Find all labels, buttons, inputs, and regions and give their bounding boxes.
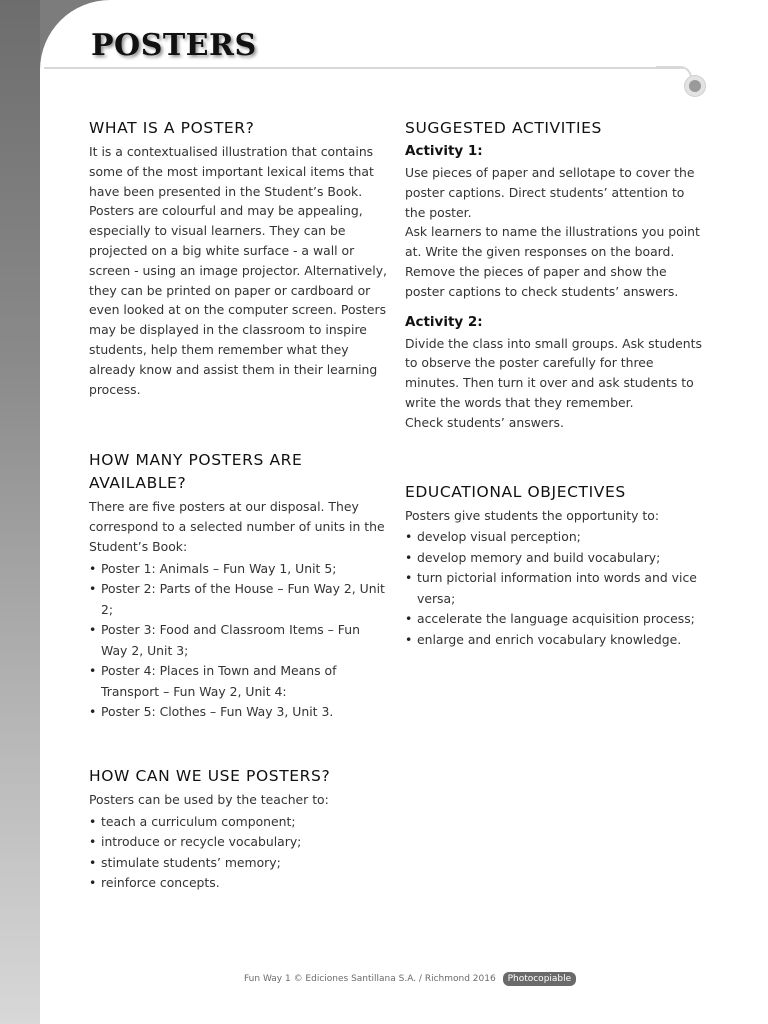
section-heading: HOW MANY POSTERS ARE AVAILABLE? xyxy=(89,451,303,493)
list-item: • Poster 1: Animals – Fun Way 1, Unit 5; xyxy=(89,559,389,580)
list-item: • Poster 5: Clothes – Fun Way 3, Unit 3. xyxy=(89,702,389,723)
paragraph: Ask learners to name the illustrations you point at. Write the given responses on the board. Remove the pieces of paper and show the poster captions to check students’ answers. xyxy=(405,224,700,299)
footer xyxy=(244,972,576,986)
objectives-list xyxy=(405,527,705,650)
header-rule xyxy=(44,67,684,69)
objectives-section xyxy=(405,481,705,651)
page-title: POSTERS xyxy=(91,28,257,63)
section-heading: SUGGESTED ACTIVITIES xyxy=(405,119,603,137)
activity-title: Activity 1: xyxy=(405,143,483,159)
paragraph: Posters can be used by the teacher to: xyxy=(89,791,329,807)
paragraph: Posters give students the opportunity to: xyxy=(405,507,660,523)
activities-section xyxy=(405,117,705,433)
list-item: • Poster 3: Food and Classroom Items – Fun Way 2, Unit 3; xyxy=(89,620,389,661)
list-item: • develop visual perception; xyxy=(405,527,705,548)
use-list xyxy=(89,812,389,894)
list-item: • teach a curriculum component; xyxy=(89,812,389,833)
side-band xyxy=(0,0,40,1024)
what-is-poster-section xyxy=(89,117,389,399)
list-item: • Poster 4: Places in Town and Means of Transport – Fun Way 2, Unit 4: xyxy=(89,661,389,702)
list-item: • develop memory and build vocabulary; xyxy=(405,548,705,569)
section-heading: EDUCATIONAL OBJECTIVES xyxy=(405,482,626,501)
header-dot-icon xyxy=(685,76,705,96)
right-column xyxy=(405,117,705,650)
list-item: • stimulate students’ memory; xyxy=(89,853,389,874)
footer-text: Fun Way 1 © Ediciones Santillana S.A. / Richmond 2016 xyxy=(244,974,496,984)
paragraph: It is a contextualised illustration that contains some of the most important lexical items that have been presented in the Student’s Book. Posters are colourful and may be appealing, especially to visual learners. They can be projected on a big white surface - a wall or screen - using an image projector. Alternatively, they can be printed on paper or cardboard or even looked at on the computer screen. Posters may be displayed in the classroom to inspire students, help them remember what they already know and assist them in their learning process. xyxy=(89,144,387,397)
header-rule-curve xyxy=(656,66,692,80)
section-heading: HOW CAN WE USE POSTERS? xyxy=(89,766,331,785)
list-item: • enlarge and enrich vocabulary knowledge. xyxy=(405,630,705,651)
poster-list xyxy=(89,559,389,723)
how-use-section xyxy=(89,765,389,894)
list-item: • turn pictorial information into words and vice versa; xyxy=(405,568,705,609)
how-many-section xyxy=(89,449,389,722)
paragraph: There are five posters at our disposal. They correspond to a selected number of units in the Student’s Book: xyxy=(89,499,385,554)
paragraph: Divide the class into small groups. Ask students to observe the poster carefully for three minutes. Then turn it over and ask students to write the words that they remember. xyxy=(405,335,702,410)
list-item: • reinforce concepts. xyxy=(89,873,389,894)
paragraph: Use pieces of paper and sellotape to cover the poster captions. Direct students’ attention to the poster. xyxy=(405,165,695,220)
section-heading: WHAT IS A POSTER? xyxy=(89,119,255,137)
list-item: • introduce or recycle vocabulary; xyxy=(89,832,389,853)
list-item: • accelerate the language acquisition process; xyxy=(405,609,705,630)
list-item: • Poster 2: Parts of the House – Fun Way 2, Unit 2; xyxy=(89,579,389,620)
activity-title: Activity 2: xyxy=(405,313,483,330)
photocopiable-badge: Photocopiable xyxy=(503,972,577,986)
left-column xyxy=(89,117,389,894)
paragraph: Check students’ answers. xyxy=(405,414,564,430)
